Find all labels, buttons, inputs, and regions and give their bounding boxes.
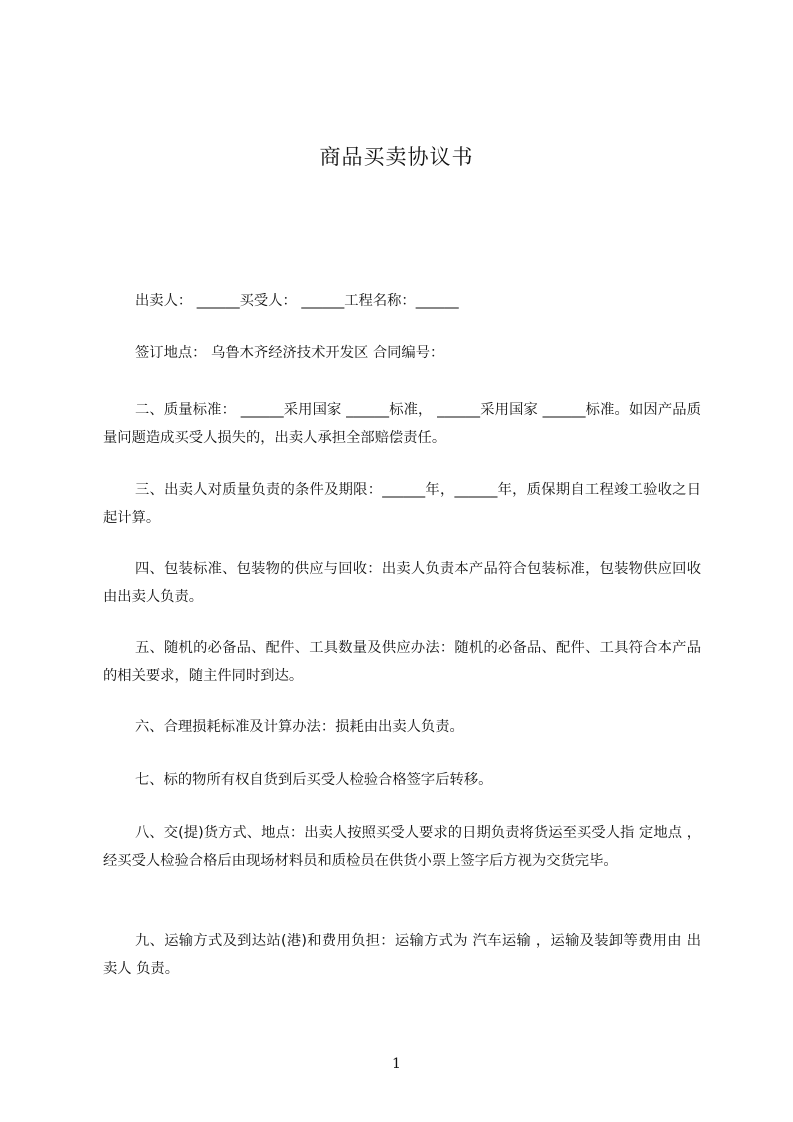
paragraph-loss-standard: 六、合理损耗标准及计算办法：损耗由出卖人负责。 <box>135 719 464 735</box>
paragraph-signing-place: 签订地点： 乌鲁木齐经济技术开发区 合同编号： <box>135 345 445 361</box>
paragraph-transport: 九、运输方式及到达站(港)和费用负担：运输方式为 汽车运输 ，运输及装卸等费用由 出卖人 负责。 <box>103 933 701 977</box>
paragraph-packaging: 四、包装标准、包装物的供应与回收：出卖人负责本产品符合包装标准，包装物供应回收由出卖人负责。 <box>103 561 701 605</box>
paragraph-parties: 出卖人： ______买受人： ______工程名称：______ <box>135 293 459 309</box>
document-title: 商品买卖协议书 <box>319 145 474 169</box>
paragraph-accessories: 五、随机的必备品、配件、工具数量及供应办法：随机的必备品、配件、工具符合本产品的相关要求，随主件同时到达。 <box>103 640 701 684</box>
paragraph-quality-period: 三、出卖人对质量负责的条件及期限：______年，______年，质保期自工程竣工验收之日起计算。 <box>103 482 701 526</box>
page-number: 1 <box>392 1056 401 1072</box>
paragraph-quality-standard: 二、质量标准： ______采用国家 ______标准， ______采用国家 ______标准。如因产品质量问题造成买受人损失的，出卖人承担全部赔偿责任。 <box>103 402 701 446</box>
paragraph-delivery: 八、交(提)货方式、地点：出卖人按照买受人要求的日期负责将货运至买受人指 定地点 ，经买受人检验合格后由现场材料员和质检员在供货小票上签字后方视为交货完毕。 <box>103 825 701 869</box>
paragraph-ownership: 七、标的物所有权自货到后买受人检验合格签字后转移。 <box>135 772 493 788</box>
